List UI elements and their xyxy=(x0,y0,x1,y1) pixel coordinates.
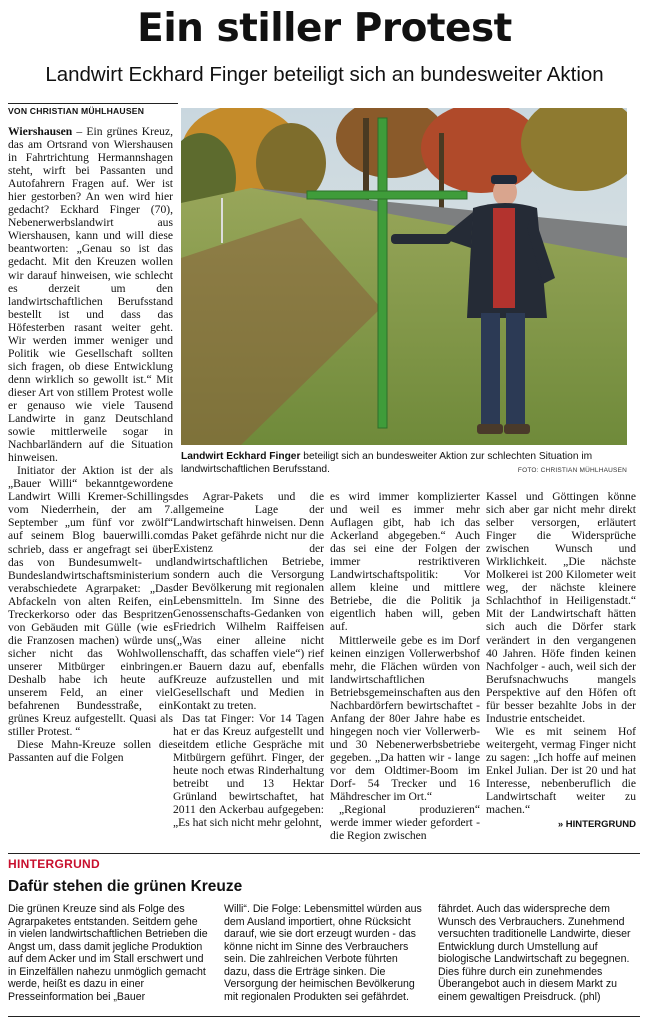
article-paragraph: Wie es mit seinem Hof weitergeht, vermag Finger nicht zu sagen: „Ich hoffe auf meinen Enkel Julian. Der ist 20 und hat Interesse, nebenberuflich die Landwirtschaft weiter zu machen.“ xyxy=(486,724,636,817)
article-photo xyxy=(181,108,627,445)
sidebar-headline: Dafür stehen die grünen Kreuze xyxy=(8,878,243,895)
reference-hintergrund: » HINTERGRUND xyxy=(557,819,636,831)
article-paragraph: des Agrar-Pakets und die allgemeine Lage der Landwirtschaft hinweisen. Denn das Paket gefährde nicht nur die Existenz der landwirtschaftlichen Betriebe, sondern auch die Versorgung der Bevölkerung mit regionalen Lebensmitteln. Im Sinne des Genossenschafts-Gedanken von Friedrich Wilhelm Raiffeisen („Was einer alleine nicht schafft, das schaffen viele“) rief er Bauern dazu auf, ebenfalls Kreuze aufzustellen und mit Gesellschaft und Medien in Kontakt zu treten. xyxy=(173,490,324,712)
photo-farmer-with-green-cross xyxy=(181,108,627,445)
article-column-2 xyxy=(173,490,324,829)
sidebar-column-1: Die grünen Kreuze sind als Folge des Agrarpaketes entstanden. Seitdem gehe in vielen landwirtschaftlichen Betrieben die Angst um, dass damit jegliche Produktion auf dem Acker und im Stall erschwert und in Einzelfällen nahezu unmöglich gemacht werde, heißt es dazu in einer Presseinformation bei „Bauer xyxy=(8,903,208,1003)
photo-caption: Landwirt Eckhard Finger beteiligt sich an bundesweiter Aktion zur schlechten Situation im landwirtschaftlichen Berufsstand. xyxy=(181,451,593,475)
sidebar-kicker: HINTERGRUND xyxy=(8,857,100,871)
byline: VON CHRISTIAN MÜHLHAUSEN xyxy=(8,103,178,116)
divider xyxy=(8,853,640,854)
article-paragraph: Kassel und Göttingen könne sich aber gar nicht mehr direkt selber versorgen, erläutert Finger die Widersprüche zwischen Wunsch und Wirklichkeit. „Die nächste Molkerei ist 200 Kilometer weit weg, der nächste kleinere Schlachthof in Heiligenstadt.“ Mit der Landwirtschaft hätten sich auch die Dörfer stark verändert in den vergangenen 40 Jahren. Höfe finden keinen Nachfolger - auch, weil sich der Berufsnachwuchs mangels Perspektive auf den Höfen oft für besser bezahlte Jobs in der Industrie entscheidet. xyxy=(486,490,636,725)
article-column-1 xyxy=(8,125,173,764)
article-column-4 xyxy=(486,490,636,831)
photo-credit: FOTO: CHRISTIAN MÜHLHAUSEN xyxy=(517,467,627,474)
sidebar-column-3: fährdet. Auch das widerspreche dem Wunsch des Verbrauchers. Zunehmend versuchten traditionelle Landwirte, dieser Entwicklung durch Umstellung auf biologische Landwirtschaft zu begegnen. Dies führe durch ein zunehmendes Überangebot auch in diesem Markt zu einem gewaltigen Preisdruck. (phl) xyxy=(438,903,631,1003)
article-paragraph: Das tat Finger: Vor 14 Tagen hat er das Kreuz aufgestellt und seitdem etliche Gespräche mit Mitbürgern geführt. Finger, der heute noch etwas Rinderhaltung betreibt und 13 Hektar Grünland bewirtschaftet, hat 2011 den Ackerbau aufgegeben: „Es hat sich nicht mehr gelohnt, xyxy=(173,711,324,830)
article-paragraph: Mittlerweile gebe es im Dorf keinen einzigen Vollerwerbshof mehr, die Flächen würden von landwirtschaftlichen Betriebsgemeinschaften aus den Nachbardörfern bewirtschaftet - Anfang der 80er Jahre habe es hingegen noch vier Vollerwerb- und 30 Nebenerwerbsbetriebe gegeben. „Da hatten wir - lange vor dem Oldtimer-Boom im Dorf- 54 Trecker und 16 Mähdrescher im Ort.“ xyxy=(330,633,480,804)
article-paragraph: es wird immer komplizierter und weil es immer mehr Auflagen gibt, hab ich das Ackerland abgegeben.“ Auch das sei eine der Folgen der immer restriktiveren Landwirtschaftspolitik: Vor allem kleine und mittlere Betriebe, die die Politik ja eigentlich haben will, geben auf. xyxy=(330,490,480,634)
divider xyxy=(8,1016,640,1017)
article-paragraph: „Regional produzieren“ werde immer wieder gefordert - die Region zwischen xyxy=(330,803,480,843)
article-subheadline: Landwirt Eckhard Finger beteiligt sich an bundesweiter Aktion xyxy=(45,63,604,86)
article-headline: Ein stiller Protest xyxy=(137,6,512,51)
sidebar-column-2: Willi“. Die Folge: Lebensmittel würden aus dem Ausland importiert, ohne Rücksicht darauf, wie sie dort erzeugt wurden - das könne nicht im Sinne des Verbrauchers sein. Die zahlreichen Verbote führten dazu, dass die Erträge sinken. Die Versorgung der heimischen Bevölkerung mit regionalen Produkten sei gefährdet. xyxy=(224,903,422,1003)
article-paragraph: Diese Mahn-Kreuze sollen die Passanten auf die Folgen xyxy=(8,738,173,765)
article-paragraph: Wiershausen – Ein grünes Kreuz, das am Ortsrand von Wiershausen in Fahrtrichtung Hermannshagen steht, wirft bei Passanten und Autofahrern Fragen auf. Wer ist hier gestorben? An wen wird hier gedacht? Eckhard Finger (70), Nebenerwerbslandwirt aus Wiershausen, kann und will diese beantworten: „Genau so ist das gedacht. Mit den Kreuzen wollen wir darauf hinweisen, wie schlecht es derzeit um den landwirtschaftlichen Berufsstand bestellt ist und dass das Höfesterben rasant weiter geht. Wir werden immer weniger und Politik wie Gesellschaft sollten sich fragen, ob diese Entwicklung denn wirklich so gewollt ist.“ Mit dieser Art von stillem Protest wolle er genauso wie viele Tausend Landwirte in ganz Deutschland sowie mittlerweile sogar in Nachbarländern auf die Situation hinweisen. xyxy=(8,125,173,465)
article-paragraph: Initiator der Aktion ist der als „Bauer Willi“ bekanntgewordene Landwirt Willi Kremer-Schillings vom Niederrhein, der am 7. September „um fünf vor zwölf“ auf seinem Blog bauerwilli.com schrieb, dass er angefragt sei über das von Bundesumwelt- und Bundeslandwirtschaftsministerium verabschiedete Agrarpaket: „Das Abfackeln von alten Reifen, ein Treckerkorso oder das Bespritzen von Gebäuden mit Gülle (wie es die Franzosen machen) würde uns sicher nicht das Wohlwollen unserer Mitbürger einbringen. Deshalb habe ich heute auf unserem Feld, an einer viel befahrenen Bundesstraße, ein grünes Kreuz aufgestellt. Quasi als stiller Protest. “ xyxy=(8,464,173,739)
dateline: Wiershausen xyxy=(8,125,73,138)
article-column-3 xyxy=(330,490,480,842)
